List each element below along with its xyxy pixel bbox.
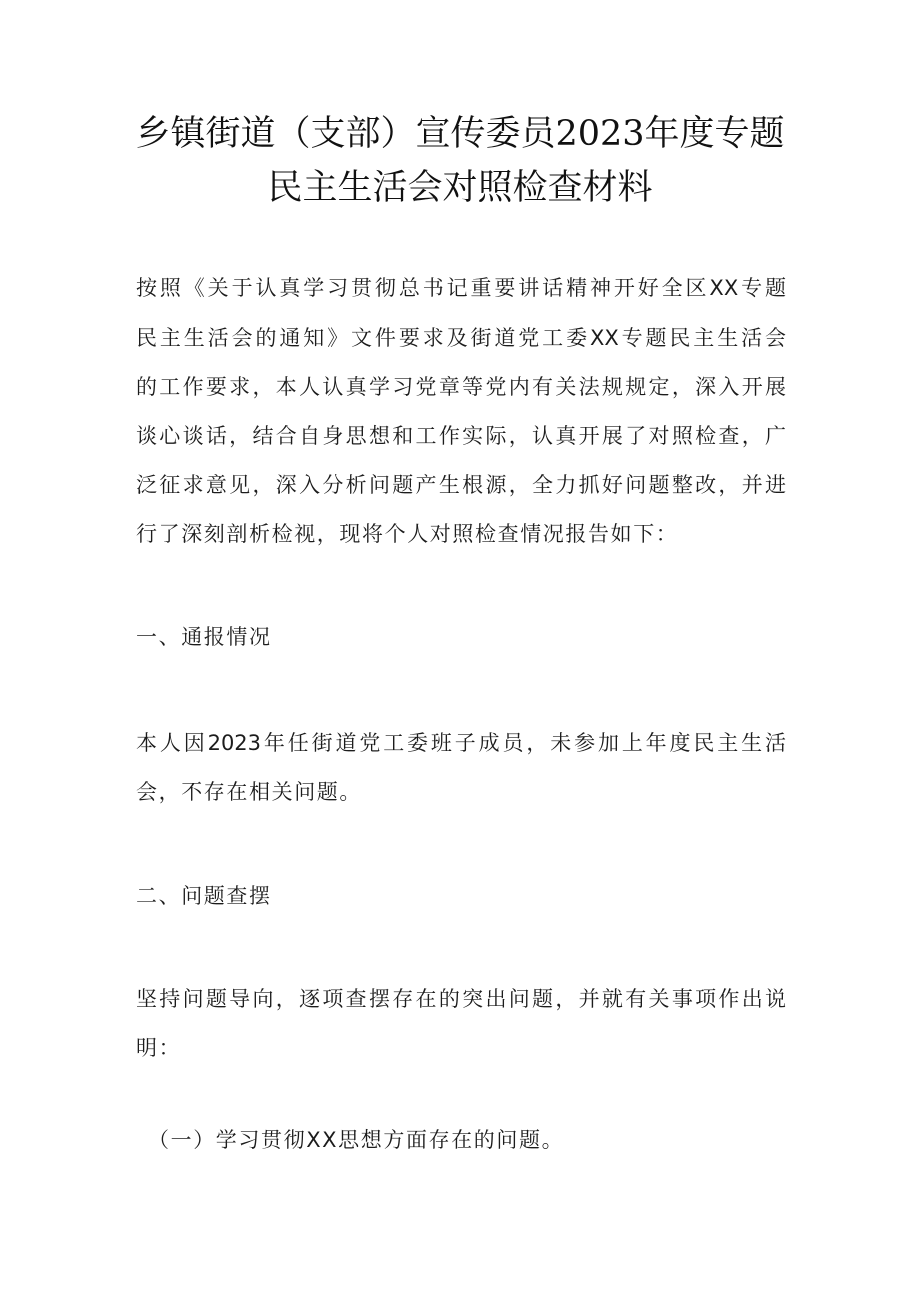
section-heading-2: 二、问题查摆 xyxy=(136,884,272,908)
section-1-paragraph-line: 会，不存在相关问题。 xyxy=(136,780,362,804)
intro-paragraph-line: 民主生活会的通知》文件要求及街道党工委XX专题民主生活会 xyxy=(136,326,786,350)
intro-paragraph-line: 按照《关于认真学习贯彻总书记重要讲话精神开好全区XX专题 xyxy=(136,276,786,300)
intro-paragraph-line: 谈心谈话，结合自身思想和工作实际，认真开展了对照检查，广 xyxy=(136,424,786,448)
document-title-line-1: 乡镇街道（支部）宣传委员2023年度专题 xyxy=(135,114,785,154)
section-2-paragraph-line: 坚持问题导向，逐项查摆存在的突出问题，并就有关事项作出说 xyxy=(136,987,786,1011)
section-2-paragraph-line: 明： xyxy=(136,1036,182,1060)
intro-paragraph-line: 行了深刻剖析检视，现将个人对照检查情况报告如下： xyxy=(136,522,679,546)
intro-paragraph-line: 泛征求意见，深入分析问题产生根源，全力抓好问题整改，并进 xyxy=(136,473,786,497)
section-heading-1: 一、通报情况 xyxy=(136,625,272,649)
intro-paragraph-line: 的工作要求，本人认真学习党章等党内有关法规规定，深入开展 xyxy=(136,375,786,399)
subsection-heading-1: （一）学习贯彻XX思想方面存在的问题。 xyxy=(148,1128,565,1152)
section-1-paragraph-line: 本人因2023年任街道党工委班子成员，未参加上年度民主生活 xyxy=(136,731,786,755)
document-title-line-2: 民主生活会对照检查材料 xyxy=(267,168,653,208)
